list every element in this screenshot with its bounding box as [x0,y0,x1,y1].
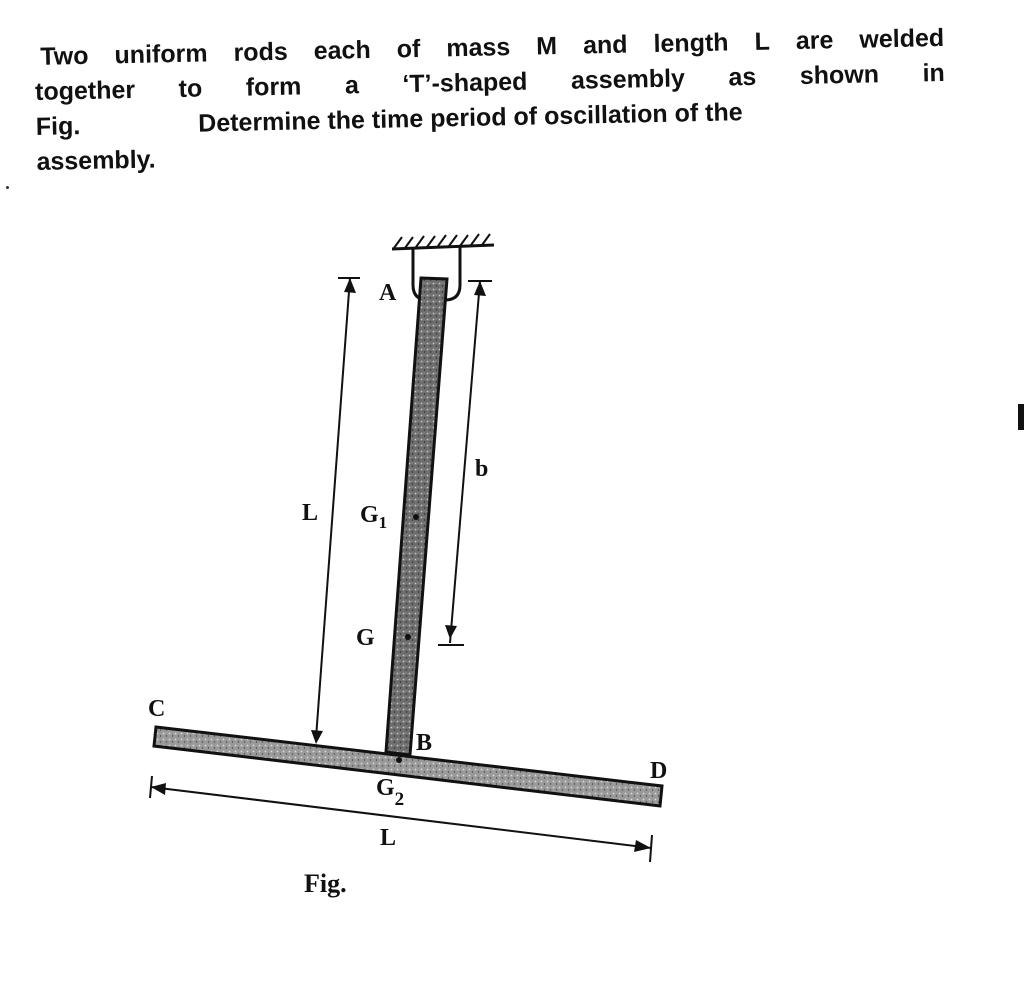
word: each [313,35,371,66]
word: uniform [114,39,208,70]
word: a [344,71,360,100]
word: assembly [570,64,686,95]
point-g [405,634,411,640]
word: L [754,27,771,56]
word: of [396,34,421,64]
label-l-horizontal: L [380,825,397,851]
word: as [728,62,757,92]
word: welded [859,23,945,54]
label-g1 [360,502,387,532]
word: together [34,75,136,106]
ceiling-support [392,234,494,249]
point-g1 [413,514,419,520]
word: ‘T’-shaped [402,67,528,99]
label-b-dimension: b [475,456,489,482]
label-g2 [376,775,404,810]
phrase: Determine the time period of oscillation of the [197,98,743,138]
label-g2-subscript: 2 [394,789,405,810]
figure-caption: Fig. [304,869,347,898]
word: length [653,28,729,59]
dimension-l-vertical [311,278,360,744]
word: in [922,58,946,88]
label-g1-letter: G [360,502,379,528]
word: to [178,74,203,103]
word: are [795,26,834,56]
word: M [535,32,558,61]
label-a: A [379,280,397,306]
word: rods [233,37,288,67]
label-g: G [356,625,375,651]
label-c: C [148,696,166,722]
word: Fig. [35,112,81,141]
label-d: D [650,758,668,784]
label-b-joint: B [416,730,433,756]
word: mass [446,33,511,63]
label-l-vertical: L [302,500,319,526]
joint-b-dot [396,757,402,763]
label-g2-letter: G [376,775,395,801]
label-g1-subscript: 1 [378,513,388,532]
word: Two [40,41,89,71]
word: and [582,30,628,60]
word: shown [799,60,880,90]
word: form [245,72,302,102]
word: assembly. [36,145,156,176]
